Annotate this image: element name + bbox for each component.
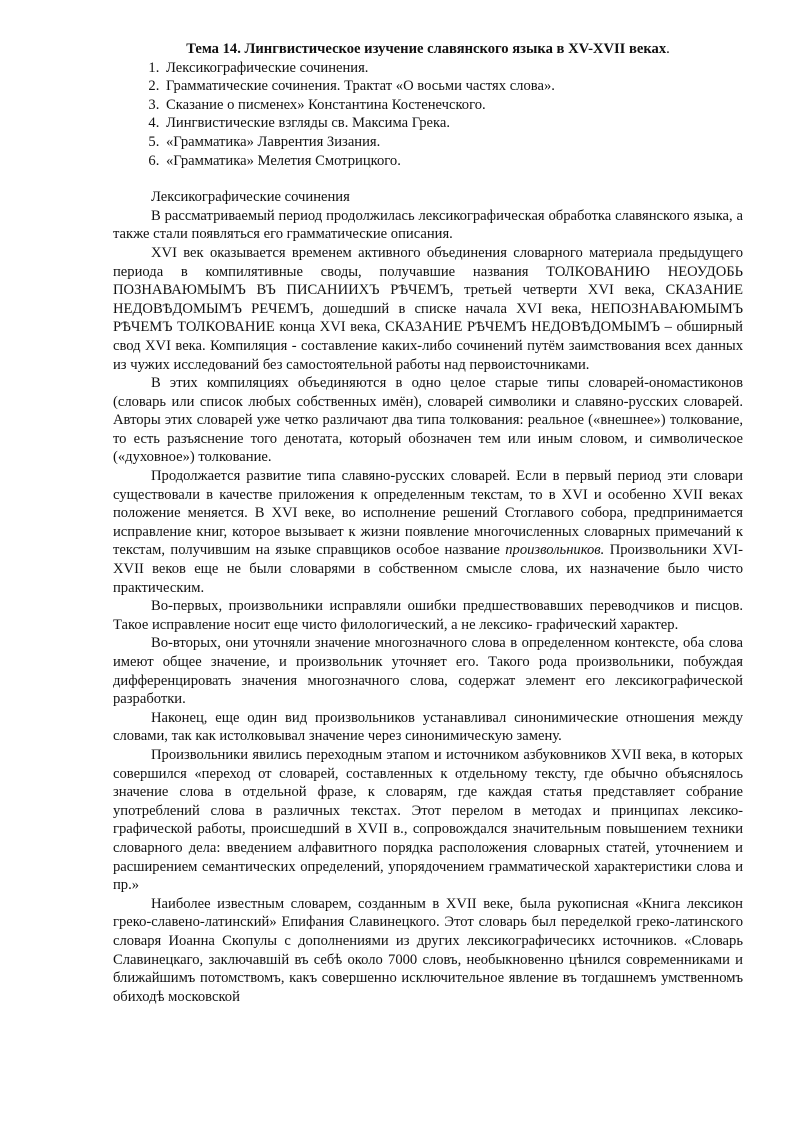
topic-item: 1. Лексикографические сочинения. [163,59,743,78]
title-text: Тема 14. Лингвистическое изучение славянского языка в XV-XVII веках [186,41,667,57]
paragraph-text: Продолжается развитие типа славяно-русских словарей. Если в первый период эти словари существовали в качестве приложения к определенным текстам, то в XVI и особенно XVII веках положение меняется. В XVI веке, во исполнение решений Стоглавого собора, предпринимается исправление книг, которое вызывает к жизни появление многочисленных словарных примечаний к текстам, получившим на языке справщиков особое название [113,468,743,559]
blank-line [113,170,743,188]
paragraph: В рассматриваемый период продолжилась лексикографическая обработка славянского языка, а также стали появляться его грамматические описания. [113,207,743,243]
paragraph: В этих компиляциях объединяются в одно целое старые типы словарей-ономастиконов (словарь или список любых собственных имён), словарей символики и славяно-русских словарей. Авторы этих словарей уже четко различают два типа толкования: реальное («внешнее») толкование, то есть разъяснение того денотата, который обозначен тем или иным словом, и символическое («духовное») толкование. [113,375,743,466]
italic-term: произвольников. [505,542,605,559]
topic-item: 6. «Грамматика» Мелетия Смотрицкого. [163,152,743,171]
topic-list [113,59,743,171]
paragraph: XVI век оказывается временем активного объединения словарного материала предыдущего периода в компилятивные своды, получавшие названия ТОЛКОВАНИЮ НЕОУДОБЬ ПОЗНАВАЮМЫМЪ ВЪ ПИСАНИИХЪ РѢЧЕМЪ, третьей четверти XVI века, СКАЗАНИЕ НЕДОВѢДОМЫМЪ РЕЧЕМЪ, дошедший в списке начала XVI века, НЕПОЗНАВАЮМЫМЪ РѢЧЕМЪ ТОЛКОВАНИЕ конца XVI века, СКАЗАНИЕ РѢЧЕМЪ НЕДОВѢДОМЫМЪ – обширный свод XVI века. Компиляция - составление каких-либо сочинений путём заимствования всех данных из чужих исследований без самостоятельной работы над первоисточниками. [113,244,743,373]
paragraph: Во-первых, произвольники исправляли ошибки предшествовавших переводчиков и писцов. Такое исправление носит еще чисто филологический, а не лексико- графический характер. [113,598,743,633]
title-period: . [666,41,670,57]
paragraph: Произвольники явились переходным этапом и источником азбуковников XVII века, в которых совершился «переход от словарей, составленных к отдельному тексту, где обычно объяснялось значение слова в отдельной фразе, к словарям, где каждая статья представляет собрание употреблений слова в различных текстах. Этот перелом в методах и принципах лексико-графической работы, происшедший в XVII в., сопровождался значительным повышением техники словарного дела: введением алфавитного порядка расположения словарных статей, уточнением и расширением семантических определений, упорядочением грамматической характеристики слова и пр.» [113,746,743,894]
topic-item: 5. «Грамматика» Лаврентия Зизания. [163,133,743,152]
topic-item: 3. Сказание о писменех» Константина Костенечского. [163,96,743,115]
document-page [113,40,743,1006]
topic-item: 2. Грамматические сочинения. Трактат «О восьми частях слова». [163,77,743,96]
page-title [113,40,743,59]
section-heading: Лексикографические сочинения [151,189,350,206]
paragraph-text: Произвольники XVI-XVII веков еще не были словарями в собственном смысле слова, их назначение было чисто практическим. [113,542,744,596]
paragraph: Наконец, еще один вид произвольников устанавливал синонимические отношения между словами, так как истолковывал значение через синонимическую замену. [113,709,743,745]
paragraph: Наиболее известным словарем, созданным в XVII веке, была рукописная «Книга лексикон греко-славено-латинский» Епифания Славинецкого. Этот словарь был переделкой греко-латинского словаря Иоанна Скопулы с дополнениями из других лексикографичесикх источников. «Словарь Славинецкаго, заключавшій въ себѣ около 7000 словъ, необыкновенно цѣнился современниками и ближайшимъ потомствомъ, какъ совершенно исключительное явлениe въ тогдашнемъ умственномъ обиходѣ московской [113,895,743,1005]
topic-item: 4. Лингвистические взгляды св. Максима Грека. [163,114,743,133]
paragraph [113,467,743,597]
paragraph: Во-вторых, они уточняли значение многозначного слова в определенном контексте, оба слова имеют общее значение, и произвольник уточняет его. Такого рода произвольники, побуждая дифференцировать значения многозначного слова, содержат элемент его лексикографической разработки. [113,635,743,708]
